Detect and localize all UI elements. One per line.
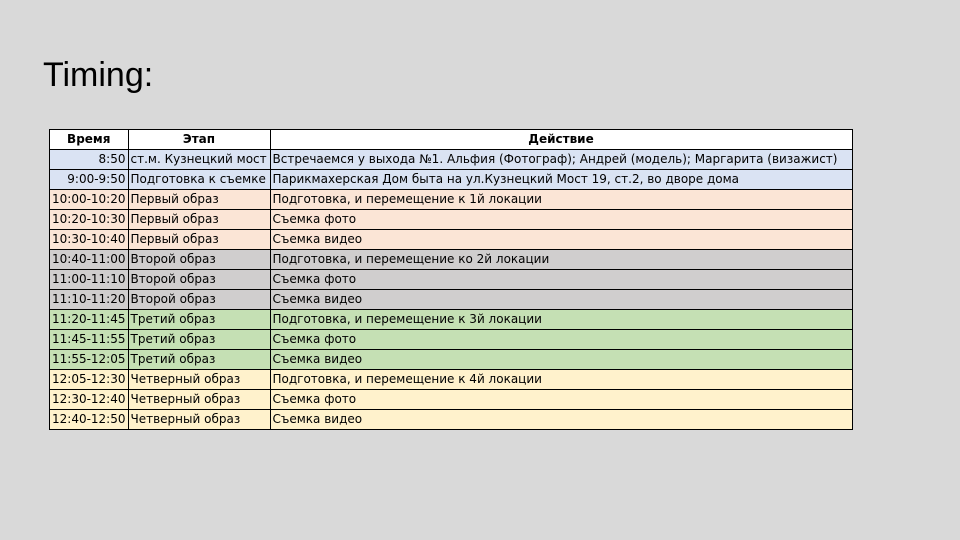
header-stage: Этап [128,130,270,150]
slide-title: Timing: [43,56,154,94]
cell-time: 9:00-9:50 [50,170,129,190]
cell-time: 10:20-10:30 [50,210,129,230]
cell-action: Съемка фото [270,270,852,290]
table-row [50,410,853,430]
cell-action: Съемка видео [270,290,852,310]
cell-time: 11:45-11:55 [50,330,129,350]
cell-time: 10:00-10:20 [50,190,129,210]
cell-action: Съемка видео [270,350,852,370]
cell-stage: Первый образ [128,230,270,250]
table-header-row [50,130,853,150]
cell-time: 12:05-12:30 [50,370,129,390]
table-row [50,290,853,310]
cell-action: Съемка фото [270,390,852,410]
cell-stage: Первый образ [128,190,270,210]
cell-action: Подготовка, и перемещение к 4й локации [270,370,852,390]
cell-time: 10:40-11:00 [50,250,129,270]
cell-time: 12:30-12:40 [50,390,129,410]
cell-action: Подготовка, и перемещение ко 2й локации [270,250,852,270]
cell-time: 10:30-10:40 [50,230,129,250]
cell-stage: Третий образ [128,310,270,330]
timing-table [49,129,853,430]
table-row [50,210,853,230]
cell-time: 11:20-11:45 [50,310,129,330]
cell-stage: ст.м. Кузнецкий мост [128,150,270,170]
cell-stage: Четверный образ [128,410,270,430]
cell-time: 11:00-11:10 [50,270,129,290]
cell-action: Подготовка, и перемещение к 1й локации [270,190,852,210]
cell-stage: Первый образ [128,210,270,230]
table-row [50,250,853,270]
cell-stage: Второй образ [128,250,270,270]
table-row [50,150,853,170]
header-action: Действие [270,130,852,150]
cell-stage: Третий образ [128,330,270,350]
cell-stage: Подготовка к съемке [128,170,270,190]
cell-action: Съемка фото [270,210,852,230]
table-row [50,190,853,210]
cell-action: Съемка фото [270,330,852,350]
cell-stage: Четверный образ [128,370,270,390]
cell-stage: Третий образ [128,350,270,370]
table-body [50,150,853,430]
header-time: Время [50,130,129,150]
cell-action: Съемка видео [270,230,852,250]
cell-stage: Четверный образ [128,390,270,410]
cell-action: Парикмахерская Дом быта на ул.Кузнецкий Мост 19, ст.2, во дворе дома [270,170,852,190]
cell-time: 8:50 [50,150,129,170]
table-row [50,330,853,350]
cell-action: Подготовка, и перемещение к 3й локации [270,310,852,330]
cell-stage: Второй образ [128,290,270,310]
table-row [50,390,853,410]
table-row [50,350,853,370]
cell-time: 12:40-12:50 [50,410,129,430]
table-row [50,270,853,290]
table-row [50,310,853,330]
table-row [50,370,853,390]
cell-time: 11:10-11:20 [50,290,129,310]
cell-action: Съемка видео [270,410,852,430]
table-row [50,230,853,250]
cell-stage: Второй образ [128,270,270,290]
cell-time: 11:55-12:05 [50,350,129,370]
cell-action: Встречаемся у выхода №1. Альфия (Фотограф); Андрей (модель); Маргарита (визажист) [270,150,852,170]
table-row [50,170,853,190]
